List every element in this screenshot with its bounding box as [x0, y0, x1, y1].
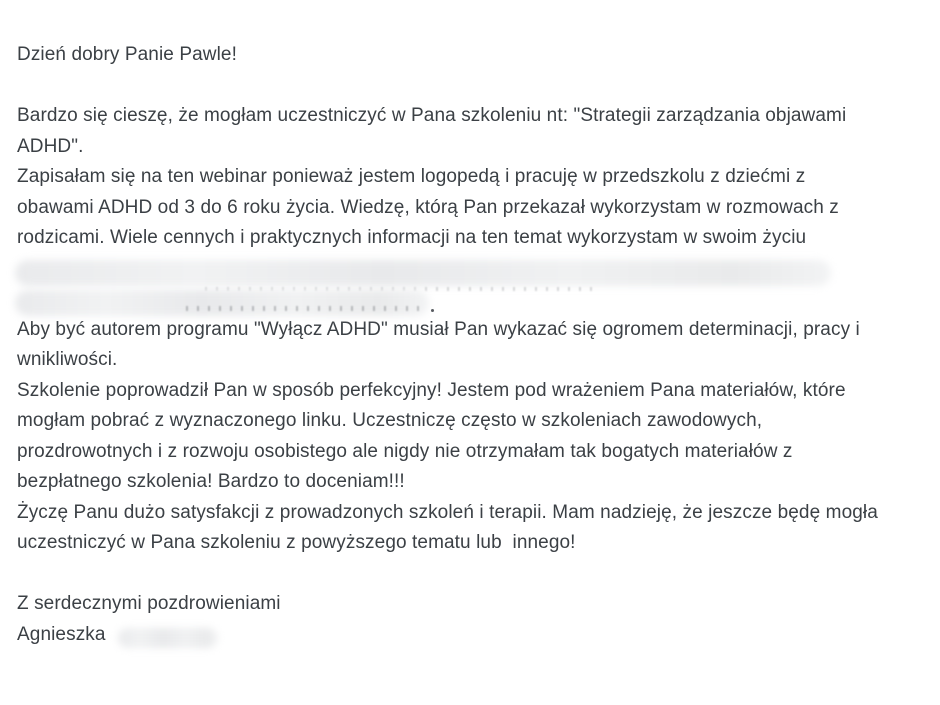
text-line: bezpłatnego szkolenia! Bardzo to doceniam!!! [17, 471, 405, 492]
body-redaction-2-trailing-period [431, 309, 434, 312]
text-line: Aby być autorem programu "Wyłącz ADHD" musiał Pan wykazać się ogromem determinacji, pracy i [17, 318, 860, 340]
text-line: rodzicami. Wiele cennych i praktycznych informacji na ten temat wykorzystam w swoim życiu [17, 227, 807, 248]
text-line: mogłam pobrać z wyznaczonego linku. Uczestniczę często w szkoleniach zawodowych, [17, 410, 763, 431]
body-redaction-2-glyph-fragments [186, 306, 424, 311]
body-redaction-2-blur [15, 290, 429, 316]
text-line: wnikliwości. [17, 349, 118, 370]
email-body [17, 40, 932, 650]
blank-line [17, 559, 932, 590]
blank-line [17, 71, 932, 102]
text-line: uczestniczyć w Pana szkoleniu z powyższego tematu lub innego! [17, 532, 576, 553]
text-line: prozdrowotnych i z rozwoju osobistego ale nigdy nie otrzymałam tak bogatych materiałów z [17, 440, 793, 462]
text-line: obawami ADHD od 3 do 6 roku życia. Wiedzę, którą Pan przekazał wykorzystam w rozmowach z [17, 196, 839, 218]
text-line: Życzę Panu dużo satysfakcji z prowadzonych szkoleń i terapii. Mam nadzieję, że jeszcze będę mogła [17, 501, 878, 523]
text-line: Zapisałam się na ten webinar ponieważ jestem logopedą i pracuję w przedszkolu z dziećmi z [17, 166, 806, 187]
text-line: Szkolenie poprowadził Pan w sposób perfekcyjny! Jestem pod wrażeniem Pana materiałów, które [17, 379, 846, 401]
text-line: ADHD". [17, 135, 84, 157]
body-redaction-1-blur [15, 260, 831, 286]
signature-name-line: Agnieszka [17, 623, 106, 645]
signature-surname-blur [118, 628, 218, 648]
text-line: Bardzo się cieszę, że mogłam uczestniczyć w Pana szkoleniu nt: "Strategii zarządzania objawami [17, 105, 847, 126]
greeting-line: Dzień dobry Panie Pawle! [17, 44, 237, 65]
closing-line: Z serdecznymi pozdrowieniami [17, 593, 281, 614]
